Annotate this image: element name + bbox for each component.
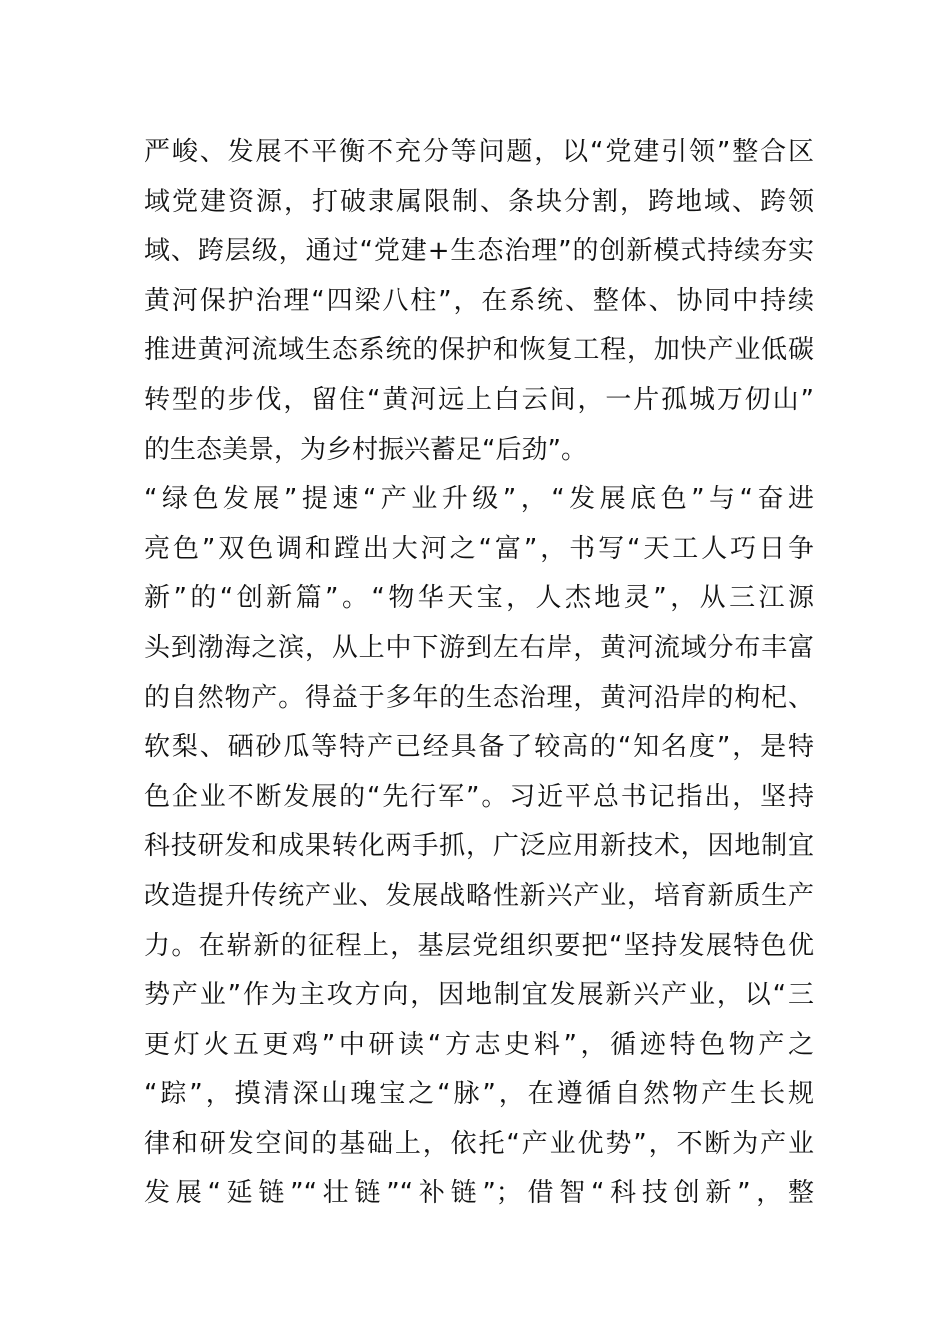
text-line: 律和研发空间的基础上，依托“产业优势”，不断为产业 xyxy=(144,1128,814,1159)
text-line: 严峻、发展不平衡不充分等问题，以“党建引领”整合区 xyxy=(144,137,814,167)
text-line: 转型的步伐，留住“黄河远上白云间，一片孤城万仞山” xyxy=(144,384,814,415)
text-line: 更灯火五更鸡”中研读“方志史料”，循迹特色物产之 xyxy=(144,1029,814,1060)
text-line: 改造提升传统产业、发展战略性新兴产业，培育新质生产 xyxy=(144,880,814,911)
text-line: 发展“延链”“壮链”“补链”；借智“科技创新”，整 xyxy=(144,1178,814,1209)
text-line: 域、跨层级，通过“党建+生态治理”的创新模式持续夯实 xyxy=(144,236,814,267)
text-line: 力。在崭新的征程上，基层党组织要把“坚持发展特色优 xyxy=(144,930,814,961)
text-line-paragraph-start: “绿色发展”提速“产业升级”，“发展底色”与“奋进 xyxy=(144,484,814,515)
text-line: 的自然物产。得益于多年的生态治理，黄河沿岸的枸杞、 xyxy=(144,682,814,713)
text-line: 亮色”双色调和蹚出大河之“富”，书写“天工人巧日争 xyxy=(144,533,814,564)
body-text xyxy=(144,128,814,1219)
text-line: 色企业不断发展的“先行军”。习近平总书记指出，坚持 xyxy=(144,781,814,812)
text-line: 科技研发和成果转化两手抓，广泛应用新技术，因地制宜 xyxy=(144,831,814,862)
text-line: 新”的“创新篇”。“物华天宝，人杰地灵”，从三江源 xyxy=(144,583,814,614)
text-line: 头到渤海之滨，从上中下游到左右岸，黄河流域分布丰富 xyxy=(144,632,814,663)
text-line: 推进黄河流域生态系统的保护和恢复工程，加快产业低碳 xyxy=(144,335,814,366)
text-line: 域党建资源，打破隶属限制、条块分割，跨地域、跨领 xyxy=(144,186,814,217)
text-line-paragraph-end: 的生态美景，为乡村振兴蓄足“后劲”。 xyxy=(144,434,587,465)
text-line: “踪”，摸清深山瑰宝之“脉”，在遵循自然物产生长规 xyxy=(144,1079,814,1110)
text-line: 势产业”作为主攻方向，因地制宜发展新兴产业，以“三 xyxy=(144,980,814,1011)
text-line: 黄河保护治理“四梁八柱”，在系统、整体、协同中持续 xyxy=(144,285,814,316)
text-line: 软梨、硒砂瓜等特产已经具备了较高的“知名度”，是特 xyxy=(144,732,814,763)
